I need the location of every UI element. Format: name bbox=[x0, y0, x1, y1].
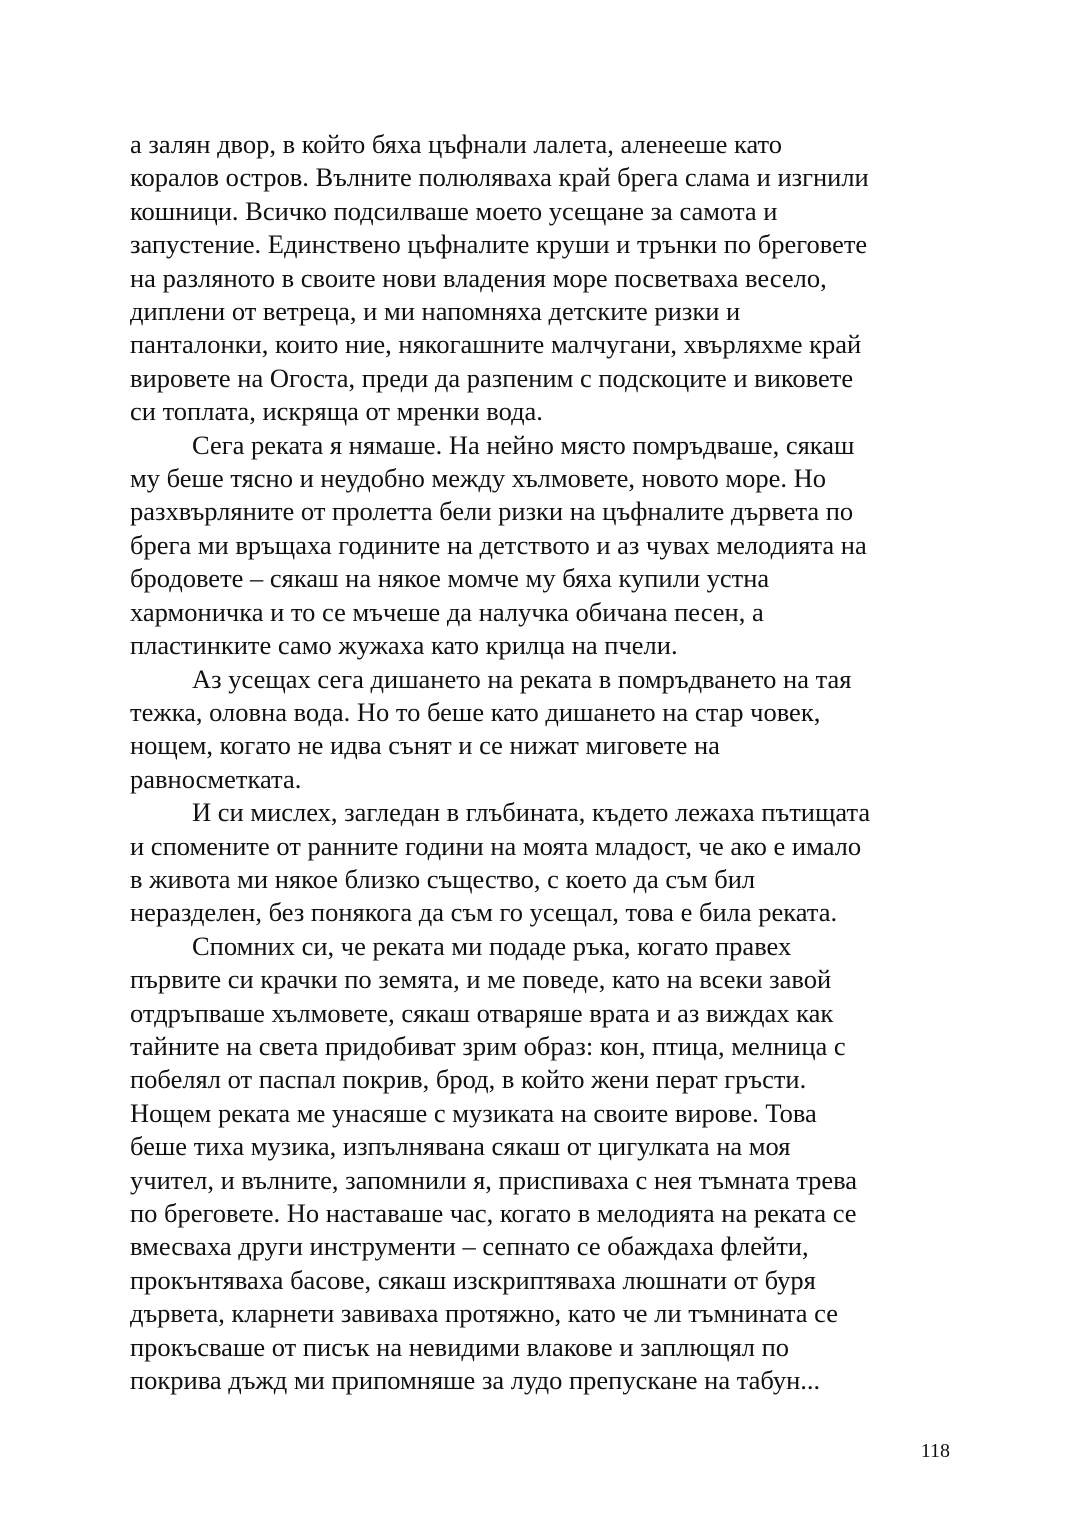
text-line: разхвърляните от пролетта бели ризки на цъфналите дървета по bbox=[130, 496, 854, 527]
text-line: побелял от паспал покрив, брод, в който жени перат гръсти. bbox=[130, 1064, 807, 1095]
body-text bbox=[130, 128, 950, 1397]
text-line: първите си крачки по земята, и ме поведе, като на всеки завой bbox=[130, 964, 832, 995]
text-line: прокънтяваха басове, сякаш изскриптяваха люшнати от буря bbox=[130, 1264, 816, 1295]
text-line: отдръпваше хълмовете, сякаш отваряше врата и аз виждах как bbox=[130, 997, 834, 1028]
text-line: панталонки, които ние, някогашните малчугани, хвърляхме край bbox=[130, 329, 862, 360]
text-line: на разляното в своите нови владения море посветваха весело, bbox=[130, 262, 827, 293]
text-line: дървета, кларнети завиваха протяжно, като че ли тъмнината се bbox=[130, 1298, 839, 1329]
text-line: пластинките само жужаха като крилца на пчели. bbox=[130, 630, 678, 661]
paragraph bbox=[130, 796, 950, 930]
text-line: прокъсваше от писък на невидими влакове и заплющял по bbox=[130, 1331, 790, 1362]
text-line: му беше тясно и неудобно между хълмовете, новото море. Но bbox=[130, 463, 827, 494]
text-line: Аз усещах сега дишането на реката в помръдването на тая bbox=[192, 663, 852, 694]
text-line: и спомените от ранните години на моята младост, че ако е имало bbox=[130, 830, 862, 861]
text-line: Спомних си, че реката ми подаде ръка, когато правех bbox=[192, 930, 792, 961]
text-line: вмесваха други инструменти – сепнато се обаждаха флейти, bbox=[130, 1231, 809, 1262]
text-line: тайните на света придобиват зрим образ: кон, птица, мелница с bbox=[130, 1030, 846, 1061]
text-line: тежка, оловна вода. Но то беше като дишането на стар човек, bbox=[130, 696, 821, 727]
page-number: 118 bbox=[920, 1440, 950, 1462]
text-line: кошници. Всичко подсилваше моето усещане за самота и bbox=[130, 195, 778, 226]
text-line: брега ми връщаха годините на детството и аз чувах мелодията на bbox=[130, 529, 867, 560]
text-line: покрива дъжд ми припомняше за лудо препускане на табун... bbox=[130, 1365, 821, 1396]
text-line: равносметката. bbox=[130, 763, 302, 794]
text-line: беше тиха музика, изпълнявана сякаш от цигулката на моя bbox=[130, 1131, 791, 1162]
text-line: Нощем реката ме унасяше с музиката на своите вирове. Това bbox=[130, 1097, 817, 1128]
text-line: нощем, когато не идва сънят и се нижат миговете на bbox=[130, 730, 720, 761]
text-line: учител, и вълните, запомнили я, приспиваха с нея тъмната трева bbox=[130, 1164, 858, 1195]
text-line: а залян двор, в който бяха цъфнали лалета, аленееше като bbox=[130, 129, 783, 159]
text-line: неразделен, без понякога да съм го усещал, това е била реката. bbox=[130, 897, 838, 928]
text-line: си топлата, искряща от мренки вода. bbox=[130, 396, 543, 427]
paragraph bbox=[130, 128, 950, 429]
text-line: по бреговете. Но наставаше час, когато в мелодията на реката се bbox=[130, 1198, 857, 1228]
text-line: хармоничка и то се мъчеше да налучка обичана песен, а bbox=[130, 596, 764, 627]
paragraph bbox=[130, 930, 950, 1398]
paragraph bbox=[130, 663, 950, 797]
text-line: вировете на Огоста, преди да разпеним с подскоците и виковете bbox=[130, 362, 854, 393]
paragraph bbox=[130, 429, 950, 663]
text-line: коралов остров. Вълните полюляваха край брега слама и изгнили bbox=[130, 162, 869, 193]
text-line: запустение. Единствено цъфналите круши и трънки по бреговете bbox=[130, 229, 868, 260]
text-line: диплени от ветреца, и ми напомняха детските ризки и bbox=[130, 296, 741, 327]
text-line: И си мислех, загледан в глъбината, където лежаха пътищата bbox=[192, 797, 871, 828]
text-line: Сега реката я нямаше. На нейно място помръдваше, сякаш bbox=[192, 429, 855, 460]
text-line: бродовете – сякаш на някое момче му бяха купили устна bbox=[130, 563, 770, 594]
text-line: в живота ми някое близко същество, с което да съм бил bbox=[130, 863, 756, 894]
